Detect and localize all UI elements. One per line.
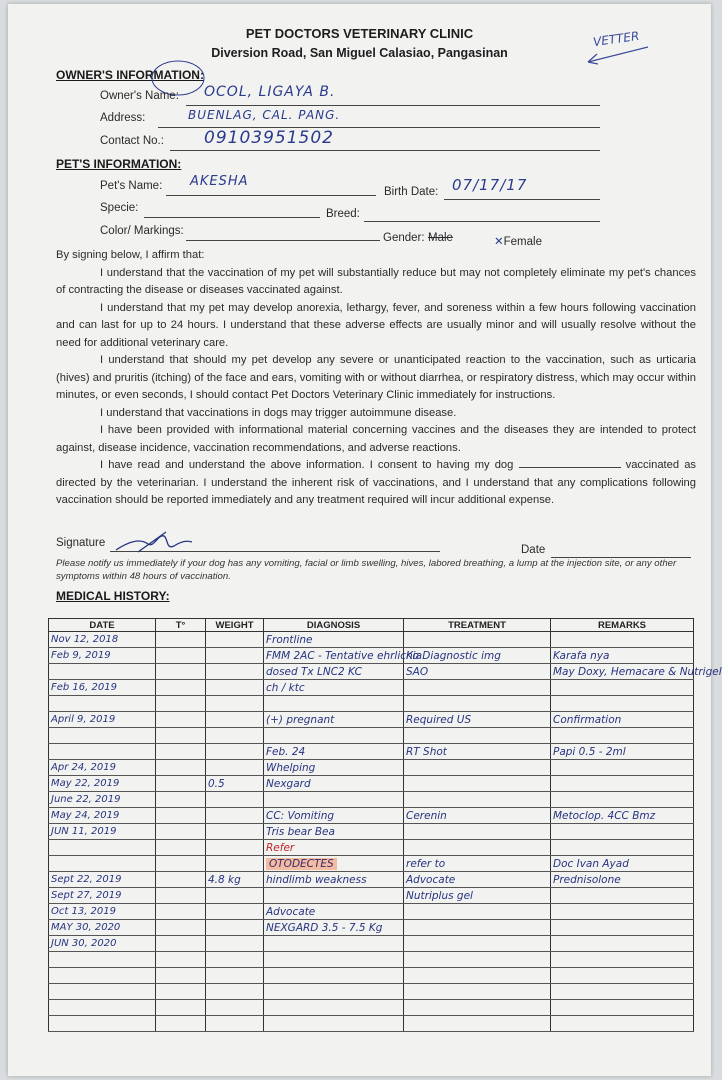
treatment-cell (404, 776, 551, 792)
temp-cell (156, 856, 206, 872)
diagnosis-cell (264, 696, 404, 712)
table-row (49, 680, 694, 696)
table-row (49, 856, 694, 872)
date-cell: MAY 30, 2020 (49, 920, 156, 936)
table-row (49, 936, 694, 952)
temp-cell (156, 808, 206, 824)
diagnosis-cell: Frontline (264, 632, 404, 648)
consent-paragraph: I have been provided with informational material concerning vaccines and the diseases they are intended to protect against, disease incidence, vaccination recommendations, and adverse reactions. (56, 424, 696, 454)
owner-name-value: OCOL, LIGAYA B. (204, 84, 336, 100)
table-row (49, 872, 694, 888)
column-weight-header: WEIGHT (206, 619, 264, 632)
consent-paragraph: I understand that my pet may develop anorexia, lethargy, fever, and soreness within a few hours following vaccination and can last for up to 24 hours. I understand that these adverse effects are usually minor and will usually resolve without the need for additional veterinary care. (56, 301, 696, 349)
table-row (49, 904, 694, 920)
weight-cell (206, 936, 264, 952)
corner-arrow-icon (583, 44, 653, 66)
temp-cell (156, 728, 206, 744)
weight-cell (206, 728, 264, 744)
weight-cell (206, 792, 264, 808)
weight-cell (206, 648, 264, 664)
remarks-cell (551, 936, 694, 952)
remarks-cell (551, 1016, 694, 1032)
diagnosis-cell: hindlimb weakness (264, 872, 404, 888)
remarks-cell (551, 680, 694, 696)
diagnosis-cell (264, 936, 404, 952)
diagnosis-cell (264, 1016, 404, 1032)
table-row (49, 648, 694, 664)
date-cell: Nov 12, 2018 (49, 632, 156, 648)
remarks-cell (551, 968, 694, 984)
treatment-cell (404, 760, 551, 776)
remarks-cell (551, 696, 694, 712)
breed-label: Breed: (326, 208, 360, 220)
diagnosis-cell (264, 728, 404, 744)
treatment-cell (404, 1000, 551, 1016)
table-row (49, 984, 694, 1000)
temp-cell (156, 648, 206, 664)
date-cell (49, 744, 156, 760)
remarks-cell (551, 632, 694, 648)
treatment-cell: Nutriplus gel (404, 888, 551, 904)
weight-cell (206, 1000, 264, 1016)
weight-cell (206, 664, 264, 680)
remarks-cell (551, 760, 694, 776)
consent-intro: By signing below, I affirm that: (56, 249, 205, 261)
temp-cell (156, 888, 206, 904)
temp-cell (156, 664, 206, 680)
remarks-cell: Metoclop. 4CC Bmz (551, 808, 694, 824)
date-cell: June 22, 2019 (49, 792, 156, 808)
temp-cell (156, 936, 206, 952)
diagnosis-cell: Refer (264, 840, 404, 856)
column-diagnosis-header: DIAGNOSIS (264, 619, 404, 632)
date-cell (49, 984, 156, 1000)
signature-scribble-icon (108, 528, 198, 558)
temp-cell (156, 984, 206, 1000)
diagnosis-cell: NEXGARD 3.5 - 7.5 Kg (264, 920, 404, 936)
treatment-cell (404, 1016, 551, 1032)
treatment-cell (404, 984, 551, 1000)
table-row (49, 760, 694, 776)
date-label: Date (521, 544, 546, 556)
table-row (49, 968, 694, 984)
color-label: Color/ Markings: (100, 225, 184, 237)
table-row (49, 920, 694, 936)
table-row (49, 744, 694, 760)
table-row (49, 1000, 694, 1016)
clinic-name: PET DOCTORS VETERINARY CLINIC (245, 26, 474, 41)
weight-cell (206, 712, 264, 728)
temp-cell (156, 696, 206, 712)
consent-paragraph: I have read and understand the above information. I consent to having my dog vaccinated as directed by the veterinarian. I understand the inherent risk of vaccinations, and I understand that any complications following vaccination should be reported immediately and any treatment required will incur additional expense. (56, 459, 697, 506)
remarks-cell: Papi 0.5 - 2ml (551, 744, 694, 760)
treatment-cell: RT Shot (404, 744, 551, 760)
corner-note: VETTER (592, 28, 641, 50)
diagnosis-cell: dosed Tx LNC2 KC (264, 664, 404, 680)
temp-cell (156, 1000, 206, 1016)
remarks-cell (551, 952, 694, 968)
temp-cell (156, 840, 206, 856)
column-date-header: DATE (49, 619, 156, 632)
diagnosis-cell (264, 952, 404, 968)
diagnosis-cell: Nexgard (264, 776, 404, 792)
remarks-cell (551, 920, 694, 936)
weight-cell (206, 952, 264, 968)
weight-cell (206, 1016, 264, 1032)
treatment-cell: refer to (404, 856, 551, 872)
temp-cell (156, 872, 206, 888)
notice-text: Please notify us immediately if your dog has any vomiting, facial or limb swelling, hives, labored breathing, a lump at the injection site, or any other symptoms within 48 hours of vaccination. (56, 558, 677, 582)
temp-cell (156, 904, 206, 920)
remarks-cell: Prednisolone (551, 872, 694, 888)
diagnosis-cell (264, 968, 404, 984)
date-cell: JUN 11, 2019 (49, 824, 156, 840)
weight-cell: 4.8 kg (206, 872, 264, 888)
table-row (49, 1016, 694, 1032)
remarks-cell (551, 984, 694, 1000)
treatment-cell (404, 936, 551, 952)
treatment-cell (404, 968, 551, 984)
vaccination-consent-form (8, 4, 722, 1076)
treatment-cell (404, 904, 551, 920)
table-row (49, 792, 694, 808)
date-cell: May 22, 2019 (49, 776, 156, 792)
treatment-cell (404, 728, 551, 744)
remarks-cell (551, 776, 694, 792)
date-cell: Feb 9, 2019 (49, 648, 156, 664)
date-cell (49, 968, 156, 984)
table-row (49, 632, 694, 648)
date-cell: May 24, 2019 (49, 808, 156, 824)
date-cell: Sept 22, 2019 (49, 872, 156, 888)
table-row (49, 728, 694, 744)
weight-cell (206, 856, 264, 872)
treatment-cell: Required US (404, 712, 551, 728)
treatment-cell (404, 696, 551, 712)
treatment-cell (404, 792, 551, 808)
weight-cell: 0.5 (206, 776, 264, 792)
birth-date-label: Birth Date: (384, 186, 439, 198)
date-cell (49, 664, 156, 680)
consent-paragraph: I understand that vaccinations in dogs may trigger autoimmune disease. (100, 406, 457, 419)
owner-name-label: Owner's Name: (100, 90, 179, 102)
gender-label: Gender: (383, 232, 425, 244)
clinic-address: Diversion Road, San Miguel Calasiao, Pangasinan (211, 46, 508, 60)
pet-name-label: Pet's Name: (100, 180, 163, 192)
diagnosis-cell (264, 792, 404, 808)
remarks-cell: Confirmation (551, 712, 694, 728)
weight-cell (206, 920, 264, 936)
table-row (49, 888, 694, 904)
gender-female-option: ✕Female (494, 236, 542, 248)
treatment-cell (404, 632, 551, 648)
temp-cell (156, 776, 206, 792)
treatment-cell: Cerenin (404, 808, 551, 824)
remarks-cell (551, 904, 694, 920)
date-cell (49, 856, 156, 872)
date-cell (49, 1000, 156, 1016)
date-cell (49, 840, 156, 856)
address-label: Address: (100, 112, 146, 124)
table-row (49, 808, 694, 824)
table-row (49, 664, 694, 680)
treatment-cell (404, 824, 551, 840)
weight-cell (206, 840, 264, 856)
remarks-cell: May Doxy, Hemacare & Nutrigel (551, 664, 694, 680)
diagnosis-cell: Advocate (264, 904, 404, 920)
treatment-cell: Ko Diagnostic img (404, 648, 551, 664)
remarks-cell (551, 888, 694, 904)
diagnosis-cell (264, 888, 404, 904)
weight-cell (206, 824, 264, 840)
treatment-cell (404, 920, 551, 936)
remarks-cell: Karafa nya (551, 648, 694, 664)
column-treatment-header: TREATMENT (404, 619, 551, 632)
diagnosis-cell (264, 984, 404, 1000)
temp-cell (156, 968, 206, 984)
diagnosis-cell: (+) pregnant (264, 712, 404, 728)
diagnosis-cell: FMM 2AC - Tentative ehrlichia (264, 648, 404, 664)
contact-value: 09103951502 (204, 128, 334, 148)
weight-cell (206, 760, 264, 776)
table-header-row (49, 619, 694, 632)
remarks-cell (551, 728, 694, 744)
column-temp-header: T° (156, 619, 206, 632)
specie-label: Specie: (100, 202, 139, 214)
weight-cell (206, 696, 264, 712)
diagnosis-cell (264, 1000, 404, 1016)
remarks-cell (551, 1000, 694, 1016)
weight-cell (206, 888, 264, 904)
column-remarks-header: REMARKS (551, 619, 694, 632)
table-row (49, 952, 694, 968)
temp-cell (156, 792, 206, 808)
consent-paragraph: I understand that the vaccination of my pet will substantially reduce but may not completely eliminate my pet's chances of contracting the disease or diseases vaccinated against. (56, 266, 696, 296)
date-cell (49, 696, 156, 712)
treatment-cell: SAO (404, 664, 551, 680)
weight-cell (206, 632, 264, 648)
remarks-cell (551, 824, 694, 840)
diagnosis-cell: ch / ktc (264, 680, 404, 696)
temp-cell (156, 712, 206, 728)
temp-cell (156, 744, 206, 760)
date-cell (49, 952, 156, 968)
weight-cell (206, 904, 264, 920)
pet-name-value: AKESHA (190, 174, 249, 189)
treatment-cell (404, 952, 551, 968)
treatment-cell (404, 840, 551, 856)
signature-label: Signature (56, 537, 106, 549)
weight-cell (206, 968, 264, 984)
diagnosis-cell: Tris bear Bea (264, 824, 404, 840)
diagnosis-cell: Feb. 24 (264, 744, 404, 760)
diagnosis-cell: OTODECTES (264, 856, 404, 872)
gender-male-option: Male (428, 232, 453, 244)
temp-cell (156, 824, 206, 840)
birth-date-value: 07/17/17 (452, 176, 528, 194)
temp-cell (156, 952, 206, 968)
temp-cell (156, 680, 206, 696)
table-row (49, 824, 694, 840)
address-value: BUENLAG, CAL. PANG. (188, 108, 341, 122)
table-row (49, 696, 694, 712)
treatment-cell (404, 680, 551, 696)
date-cell: Sept 27, 2019 (49, 888, 156, 904)
temp-cell (156, 760, 206, 776)
weight-cell (206, 744, 264, 760)
owner-heading: OWNER'S INFORMATION: (56, 68, 204, 82)
remarks-cell (551, 840, 694, 856)
contact-label: Contact No.: (100, 135, 164, 147)
remarks-cell: Doc Ivan Ayad (551, 856, 694, 872)
table-row (49, 840, 694, 856)
date-cell (49, 728, 156, 744)
temp-cell (156, 632, 206, 648)
date-cell (49, 1016, 156, 1032)
date-cell: JUN 30, 2020 (49, 936, 156, 952)
consent-paragraph: I understand that should my pet develop any severe or unanticipated reaction to the vaccination, such as urticaria (hives) and pruritis (itching) of the face and ears, vomiting with or without diarrhea, or respiratory distress, which may occur within minutes, or even seconds, I should contact Pet Doctors Veterinary Clinic immediately for instructions. (56, 354, 696, 401)
medical-history-heading: MEDICAL HISTORY: (56, 589, 170, 603)
diagnosis-cell: CC: Vomiting (264, 808, 404, 824)
weight-cell (206, 984, 264, 1000)
remarks-cell (551, 792, 694, 808)
pet-heading: PET'S INFORMATION: (56, 157, 182, 171)
table-row (49, 776, 694, 792)
weight-cell (206, 680, 264, 696)
weight-cell (206, 808, 264, 824)
date-cell: Oct 13, 2019 (49, 904, 156, 920)
date-cell: Feb 16, 2019 (49, 680, 156, 696)
temp-cell (156, 920, 206, 936)
table-row (49, 712, 694, 728)
temp-cell (156, 1016, 206, 1032)
date-cell: Apr 24, 2019 (49, 760, 156, 776)
consent-text (56, 247, 696, 510)
treatment-cell: Advocate (404, 872, 551, 888)
diagnosis-cell: Whelping (264, 760, 404, 776)
medical-history-table (48, 618, 722, 1032)
date-cell: April 9, 2019 (49, 712, 156, 728)
